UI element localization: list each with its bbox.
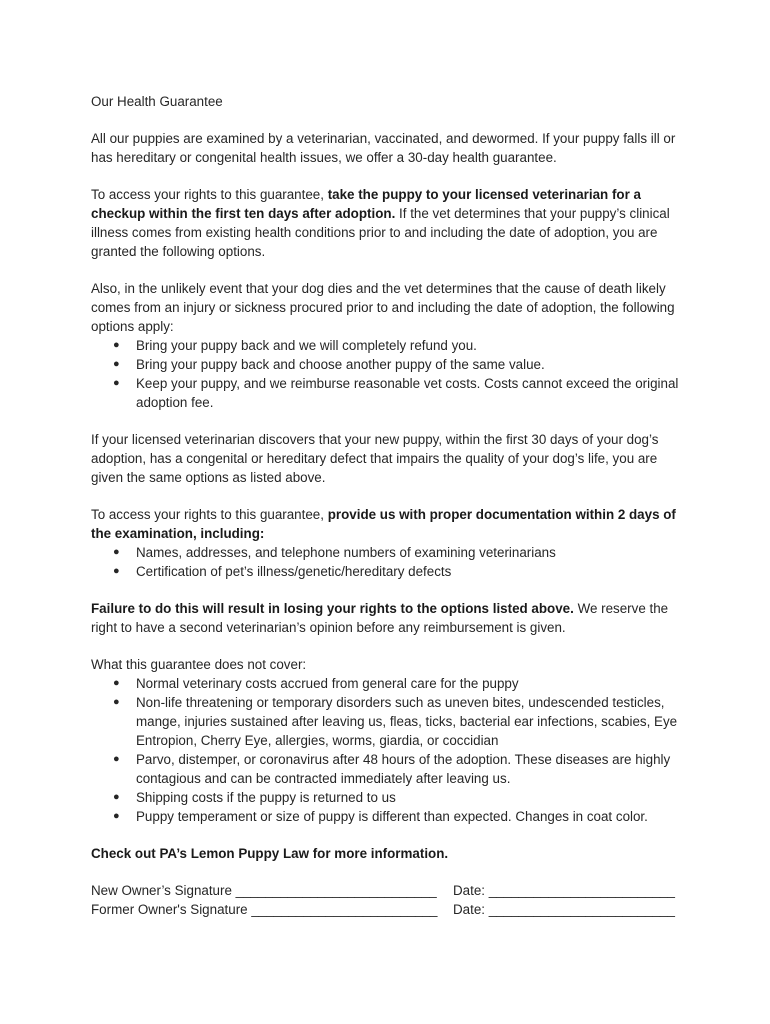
former-owner-signature-row	[91, 900, 691, 919]
access2-bold: provide us with proper documentation within 2 days of the examination, including:	[91, 507, 676, 541]
death-paragraph: Also, in the unlikely event that your dog dies and the vet determines that the cause of death likely comes from an injury or sickness procured prior to and including the date of adoption, the following options apply:	[91, 281, 675, 334]
congenital-paragraph: If your licensed veterinarian discovers that your new puppy, within the first 30 days of your dog’s adoption, has a congenital or hereditary defect that impairs the quality of your dog’s life, you are given the same options as listed above.	[91, 432, 659, 485]
list-item: ● Puppy temperament or size of puppy is different than expected. Changes in coat color.	[113, 809, 648, 824]
failure-paragraph	[91, 599, 691, 637]
access2-pre: To access your rights to this guarantee,	[91, 507, 328, 522]
intro-paragraph: All our puppies are examined by a veterinarian, vaccinated, and dewormed. If your puppy falls ill or has hereditary or congenital health issues, we offer a 30-day health guarantee.	[91, 131, 676, 165]
document-page	[91, 92, 691, 919]
list-item: ● Shipping costs if the puppy is returned to us	[113, 790, 396, 805]
list-item: ● Parvo, distemper, or coronavirus after 48 hours of the adoption. These diseases are highly contagious and can be contracted immediately after leaving us.	[113, 752, 671, 786]
lemon-law-note: Check out PA’s Lemon Puppy Law for more information.	[91, 846, 449, 861]
access-paragraph-2	[91, 505, 691, 543]
signature-block	[91, 881, 691, 919]
list-item: ● Non-life threatening or temporary disorders such as uneven bites, undescended testicles, mange, injuries sustained after leaving us, fleas, ticks, bacterial ear infections, scabies, Eye Entropion, Cherry Eye, allergies, worms, giardia, or coccidian	[113, 695, 678, 748]
bullet-icon: ●	[113, 377, 120, 389]
list-item: ● Bring your puppy back and choose another puppy of the same value.	[113, 357, 545, 372]
exclusions-section	[91, 655, 691, 826]
list-item: ● Keep your puppy, and we reimburse reasonable vet costs. Costs cannot exceed the original adoption fee.	[113, 376, 679, 410]
list-item: ● Certification of pet’s illness/genetic/hereditary defects	[113, 564, 452, 579]
failure-post: We reserve the right to have a second veterinarian’s opinion before any reimbursement is given.	[91, 601, 669, 635]
death-section	[91, 279, 691, 412]
access-paragraph-1	[91, 185, 691, 261]
document-title: Our Health Guarantee	[91, 94, 223, 109]
access-section-2	[91, 505, 691, 581]
bullet-icon: ●	[113, 565, 120, 577]
former-owner-date-line[interactable]: Date: _________________________	[453, 902, 675, 917]
bullet-icon: ●	[113, 791, 120, 803]
new-owner-signature-line[interactable]: New Owner’s Signature ___________________________	[91, 883, 437, 898]
access1-pre: To access your rights to this guarantee,	[91, 187, 328, 202]
list-item: ● Bring your puppy back and we will completely refund you.	[113, 338, 477, 353]
access1-post: If the vet determines that your puppy’s clinical illness comes from existing health conditions prior to and including the date of adoption, you are granted the following options.	[91, 206, 670, 259]
documentation-list	[91, 543, 691, 581]
death-options-list	[91, 336, 691, 412]
bullet-icon: ●	[113, 753, 120, 765]
bullet-icon: ●	[113, 358, 120, 370]
access1-bold: take the puppy to your licensed veterinarian for a checkup within the first ten days after adoption.	[91, 187, 641, 221]
new-owner-date-line[interactable]: Date: _________________________	[453, 883, 675, 898]
bullet-icon: ●	[113, 546, 120, 558]
new-owner-signature-row	[91, 881, 691, 900]
bullet-icon: ●	[113, 339, 120, 351]
failure-bold: Failure to do this will result in losing your rights to the options listed above.	[91, 601, 574, 616]
bullet-icon: ●	[113, 810, 120, 822]
former-owner-signature-line[interactable]: Former Owner's Signature _________________________	[91, 902, 438, 917]
bullet-icon: ●	[113, 696, 120, 708]
list-item: ● Normal veterinary costs accrued from general care for the puppy	[113, 676, 519, 691]
list-item: ● Names, addresses, and telephone numbers of examining veterinarians	[113, 545, 556, 560]
exclusions-heading: What this guarantee does not cover:	[91, 657, 307, 672]
bullet-icon: ●	[113, 677, 120, 689]
exclusions-list	[91, 674, 691, 826]
